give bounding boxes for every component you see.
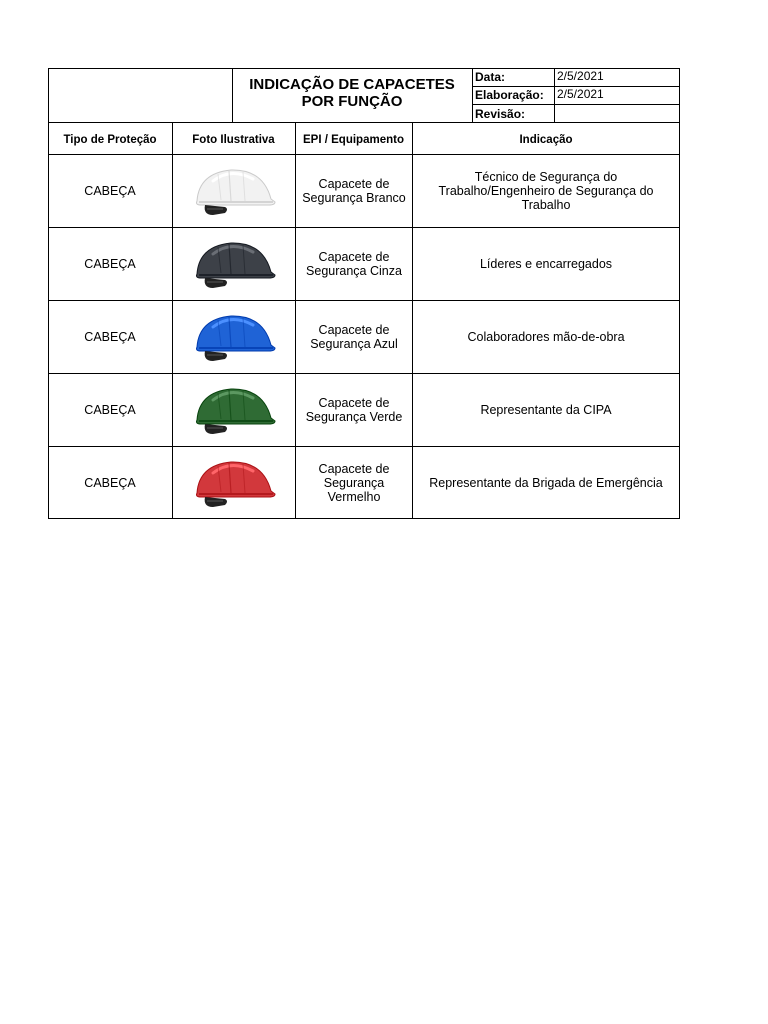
equipment-cell: Capacete de Segurança Verde [305, 396, 403, 424]
photo-cell [172, 374, 295, 446]
indication-cell: Representante da Brigada de Emergência [429, 475, 663, 490]
column-divider [295, 122, 296, 519]
helmet-indication-sheet [48, 68, 680, 519]
column-header-indication: Indicação [519, 134, 573, 146]
gray-helmet-icon [191, 234, 277, 294]
meta-row-line [472, 104, 680, 105]
red-helmet-icon [191, 453, 277, 513]
protection-type-cell: CABEÇA [84, 330, 136, 344]
column-header-protection-type: Tipo de Proteção [63, 134, 157, 146]
column-header-photo: Foto Ilustrativa [192, 134, 275, 146]
photo-cell [172, 447, 295, 518]
indication-cell: Colaboradores mão-de-obra [467, 330, 625, 344]
photo-cell [172, 155, 295, 227]
revision-label: Revisão: [475, 107, 526, 121]
protection-type-cell: CABEÇA [84, 403, 136, 417]
protection-type-cell: CABEÇA [84, 475, 136, 490]
elaboration-label: Elaboração: [475, 88, 544, 102]
equipment-cell: Capacete de Segurança Branco [302, 177, 406, 205]
date-label: Data: [475, 70, 506, 84]
meta-divider [472, 68, 473, 122]
photo-cell [172, 301, 295, 373]
equipment-cell: Capacete de Segurança Azul [310, 323, 398, 351]
indication-cell: Líderes e encarregados [479, 257, 613, 271]
meta-divider [554, 68, 555, 122]
equipment-cell: Capacete de Segurança Cinza [306, 250, 402, 278]
protection-type-cell: CABEÇA [84, 184, 136, 198]
green-helmet-icon [191, 380, 277, 440]
indication-cell: Representante da CIPA [480, 403, 612, 417]
blue-helmet-icon [191, 307, 277, 367]
equipment-cell: Capacete de Segurança Vermelho [318, 461, 390, 504]
protection-type-cell: CABEÇA [84, 257, 136, 271]
border-bottom [48, 518, 680, 519]
white-helmet-icon [191, 161, 277, 221]
photo-cell [172, 228, 295, 300]
page-title: INDICAÇÃO DE CAPACETES POR FUNÇÃO [249, 76, 455, 110]
elaboration-value: 2/5/2021 [557, 87, 604, 101]
column-divider [412, 122, 413, 519]
indication-cell: Técnico de Segurança do Trabalho/Engenheiro de Segurança do Trabalho [438, 170, 654, 212]
header-bottom-line [48, 122, 680, 123]
column-header-equipment: EPI / Equipamento [303, 134, 404, 146]
date-value: 2/5/2021 [557, 69, 604, 83]
